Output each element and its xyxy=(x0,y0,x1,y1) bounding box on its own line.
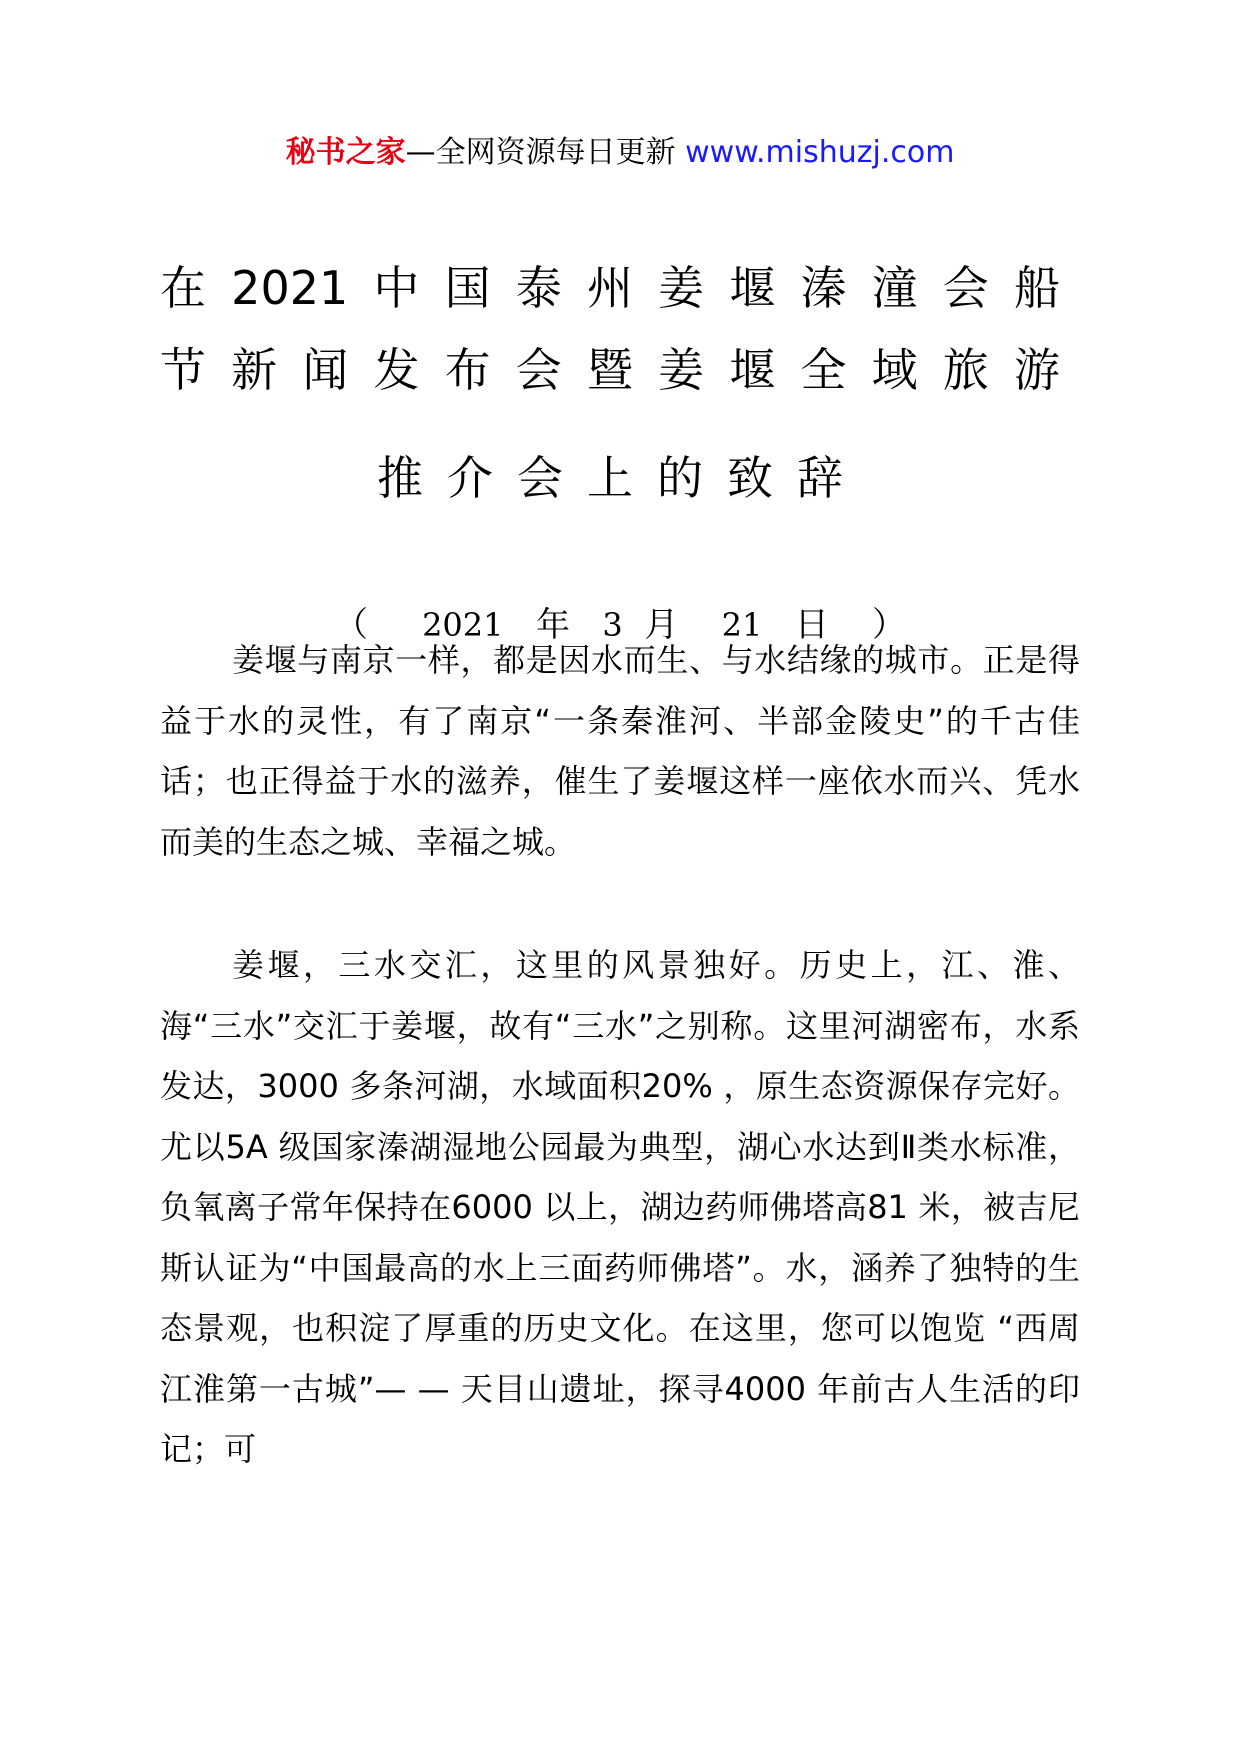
date-month-unit: 月 xyxy=(644,605,679,645)
title-line-1-glyph: 溱 xyxy=(800,261,847,315)
title-line-1 xyxy=(160,258,1060,318)
body-paragraph-2: 姜堰，三水交汇，这里的风景独好。历史上，江、淮、海“三水”交汇于姜堰，故有“三水”之别称。这里河湖密布，水系发达，3000 多条河湖，水域面积20% ，原生态资源保存完好。尤以5A 级国家溱湖湿地公园最为典型，湖心水达到Ⅱ类水标准，负氧离子常年保持在6000 以上，湖边药师佛塔高81 米，被吉尼斯认证为“中国最高的水上三面药师佛塔”。水，涵养了独特的生态景观，也积淀了厚重的历史文化。在这里，您可以饱览 “西周江淮第一古城”— — 天目山遗址，探寻4000 年前古人生活的印记；可 xyxy=(160,946,1080,1468)
title-line-1-glyph: 中 xyxy=(373,261,420,315)
title-line-1-glyph: 姜 xyxy=(658,261,705,315)
title-line-1-glyph: 泰 xyxy=(515,261,562,315)
title-line-1-glyph: 堰 xyxy=(729,261,776,315)
date-close-paren: ） xyxy=(871,605,906,645)
title-line-3-glyph: 的 xyxy=(657,451,703,505)
title-line-2-glyph: 新 xyxy=(231,343,278,397)
date-year: 2021 xyxy=(422,606,504,644)
title-line-2-glyph: 布 xyxy=(444,343,491,397)
body-paragraph-1: 姜堰与南京一样，都是因水而生、与水结缘的城市。正是得益于水的灵性，有了南京“一条秦淮河、半部金陵史”的千古佳话；也正得益于水的滋养，催生了姜堰这样一座依水而兴、凭水而美的生态之城、幸福之城。 xyxy=(160,641,1080,861)
title-line-1-glyph: 国 xyxy=(444,261,491,315)
title-line-3-glyph: 致 xyxy=(727,451,773,505)
title-line-2-glyph: 旅 xyxy=(942,343,989,397)
title-line-3-glyph: 上 xyxy=(587,451,633,505)
title-line-1-glyph: 州 xyxy=(586,261,633,315)
title-line-2-glyph: 发 xyxy=(373,343,420,397)
title-line-2-glyph: 会 xyxy=(515,343,562,397)
title-line-2-glyph: 堰 xyxy=(729,343,776,397)
title-line-2-glyph: 暨 xyxy=(586,343,633,397)
title-line-1-glyph: 潼 xyxy=(871,261,918,315)
title-line-3-glyph: 辞 xyxy=(797,451,843,505)
title-line-1-glyph: 会 xyxy=(942,261,989,315)
title-line-1-glyph: 船 xyxy=(1013,261,1060,315)
title-line-2-glyph: 全 xyxy=(800,343,847,397)
site-url-link[interactable]: www.mishuzj.com xyxy=(685,135,955,170)
title-line-1-glyph: 在 xyxy=(160,261,206,315)
title-line-2-glyph: 姜 xyxy=(658,343,705,397)
title-line-3-glyph: 会 xyxy=(517,451,563,505)
title-line-2-glyph: 游 xyxy=(1013,343,1060,397)
date-day: 21 xyxy=(721,606,763,644)
date-year-unit: 年 xyxy=(535,605,570,645)
title-line-1-glyph: 2021 xyxy=(231,261,349,315)
date-open-paren: （ xyxy=(334,605,369,645)
title-line-2-glyph: 域 xyxy=(871,343,918,397)
title-line-2-glyph: 节 xyxy=(160,343,206,397)
header-tagline: —全网资源每日更新 xyxy=(405,135,676,170)
title-line-2-glyph: 闻 xyxy=(302,343,349,397)
date-month: 3 xyxy=(602,606,623,644)
date-day-unit: 日 xyxy=(794,605,829,645)
brand-name: 秘书之家 xyxy=(285,135,406,170)
title-line-3-glyph: 介 xyxy=(447,451,493,505)
title-line-3 xyxy=(160,448,1060,508)
title-line-2 xyxy=(160,340,1060,400)
site-header xyxy=(0,133,1240,173)
title-line-3-glyph: 推 xyxy=(377,451,423,505)
